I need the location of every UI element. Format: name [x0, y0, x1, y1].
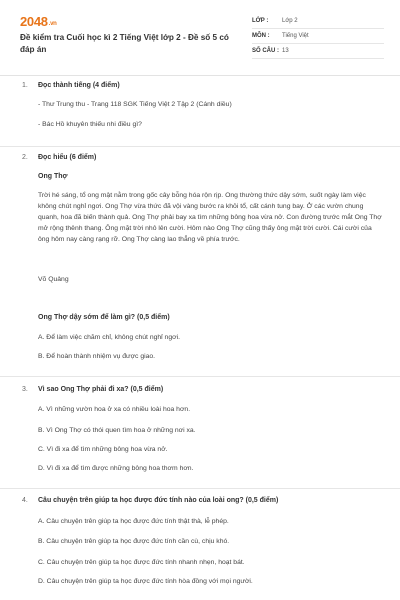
info-table — [252, 14, 384, 59]
document-header — [20, 12, 384, 70]
question-4-heading — [22, 497, 278, 504]
document-title: Đề kiểm tra Cuối học kì 2 Tiếng Việt lớp 2 - Đề số 5 có đáp án — [20, 33, 229, 54]
answer-option[interactable]: A. Vì những vườn hoa ở xa có nhiều loài hoa hơn. — [38, 406, 191, 413]
answer-option[interactable]: A. Câu chuyện trên giúp ta học được đức tính thật thà, lễ phép. — [38, 518, 229, 525]
answer-option[interactable]: D. Câu chuyện trên giúp ta học được đức tính hòa đồng với mọi người. — [38, 578, 253, 585]
section-divider — [0, 146, 400, 147]
info-value: 13 — [282, 48, 289, 54]
info-label: LỚP : — [252, 18, 269, 24]
question-number: 4. — [22, 497, 28, 504]
site-logo[interactable] — [20, 14, 57, 29]
answer-option[interactable]: C. Câu chuyện trên giúp ta học được đức tính nhanh nhẹn, hoạt bát. — [38, 559, 245, 566]
info-row-count — [252, 44, 384, 59]
story-title: Ong Thợ — [38, 173, 68, 180]
answer-option[interactable]: D. Vì đi xa để tìm được những bông hoa thơm hơn. — [38, 465, 194, 472]
info-label: SỐ CÂU : — [252, 48, 279, 54]
question-text: Câu chuyện trên giúp ta học được đức tính nào của loài ong? (0,5 điểm) — [38, 497, 279, 504]
info-row-subject — [252, 29, 384, 44]
story-paragraph: Trời hé sáng, tổ ong mật nằm trong gốc cây bỗng hóa rộn rịp. Ong thường thức dậy sớm, suốt ngày làm việc không chút nghỉ ngơi. Ong Thợ vừa thức đã vội vàng bước ra khỏi tổ, cất cánh tung bay. Ở các vườn chung quanh, hoa đã biến thành quả. Ong Thợ phải bay xa tìm những bông hoa vừa nở. Con đường trước mắt Ong Thợ mở rộng thênh thang. Ông mặt trời nhô lên cười. Hôm nào Ong Thợ cũng thấy ông mặt trời cười. Cái cười của ông hôm nay càng rạng rỡ. Ong Thợ càng lao thẳng về phía trước. — [38, 192, 382, 243]
question-number: 3. — [22, 386, 28, 393]
answer-option[interactable]: B. Để hoàn thành nhiệm vụ được giao. — [38, 353, 156, 360]
question-text: Đọc thành tiếng (4 điểm) — [38, 82, 120, 89]
question-number: 1. — [22, 82, 28, 89]
question-1-heading — [22, 82, 120, 89]
question-text: Vì sao Ong Thợ phải đi xa? (0,5 điểm) — [38, 386, 164, 393]
header-divider — [0, 75, 400, 76]
question-1-item: - Thư Trung thu - Trang 118 SGK Tiếng Việt 2 Tập 2 (Cánh diều) — [38, 101, 232, 108]
question-number: 2. — [22, 154, 28, 161]
question-text: Đọc hiểu (6 điểm) — [38, 154, 97, 161]
section-divider — [0, 488, 400, 489]
answer-option[interactable]: B. Vì Ong Thợ có thói quen tìm hoa ở những nơi xa. — [38, 427, 196, 434]
question-1-item: - Bác Hồ khuyên thiếu nhi điều gì? — [38, 121, 142, 128]
answer-option[interactable]: C. Vì đi xa để tìm những bông hoa vừa nở. — [38, 446, 168, 453]
question-2-heading — [22, 154, 96, 161]
info-row-class — [252, 14, 384, 29]
subquestion-text: Ong Thợ dậy sớm để làm gì? (0,5 điểm) — [38, 314, 170, 321]
question-3-heading — [22, 386, 163, 393]
story-author: Võ Quảng — [38, 276, 69, 283]
info-value: Tiếng Việt — [282, 33, 309, 39]
answer-option[interactable]: A. Để làm việc chăm chỉ, không chút nghỉ ngơi. — [38, 334, 180, 341]
logo-suffix: .vn — [48, 21, 57, 27]
info-value: Lớp 2 — [282, 18, 298, 24]
section-divider — [0, 376, 400, 377]
logo-text: 2048 — [20, 14, 48, 29]
info-label: MÔN : — [252, 33, 270, 39]
answer-option[interactable]: B. Câu chuyện trên giúp ta học được đức tính cần cù, chịu khó. — [38, 538, 230, 545]
